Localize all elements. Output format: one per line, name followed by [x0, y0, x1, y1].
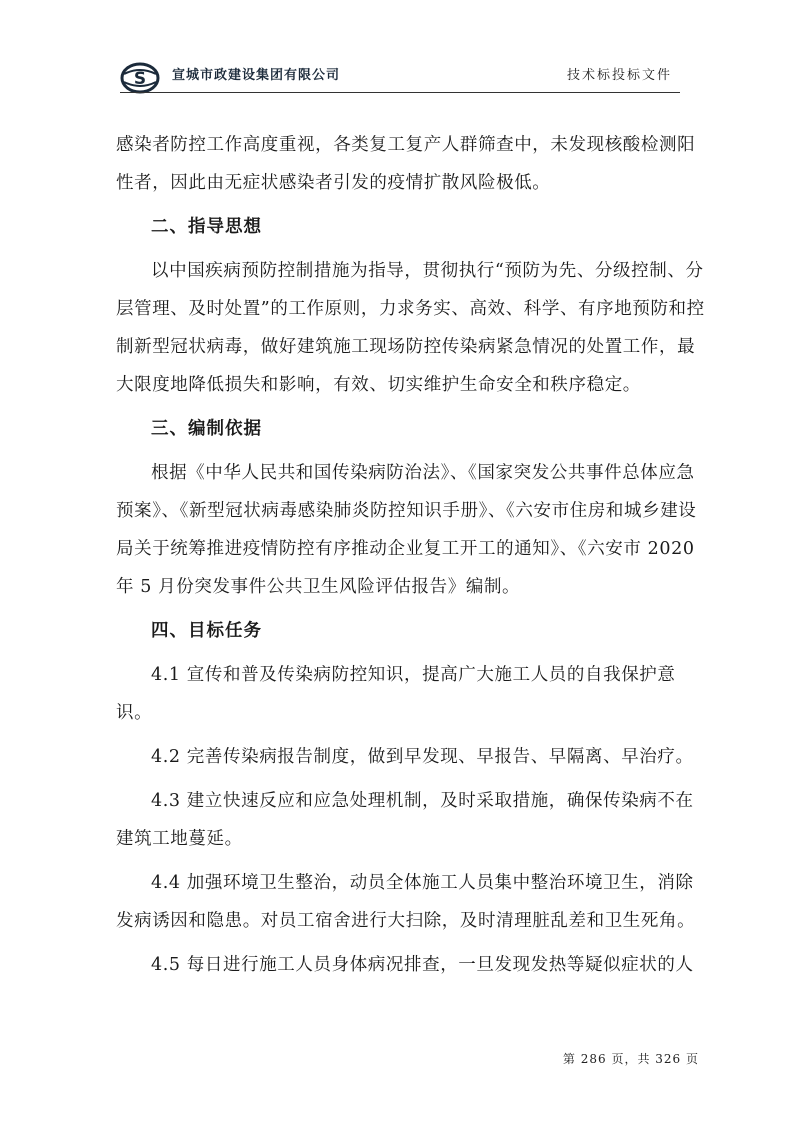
- paragraph-basis: 根据《中华人民共和国传染病防治法》、《国家突发公共事件总体应急预案》、《新型冠状病毒感染肺炎防控知识手册》、《六安市住房和城乡建设局关于统筹推进疫情防控有序推动企业复工开工的通知》、《六安市 2020 年 5 月份突发事件公共卫生风险评估报告》编制。: [116, 463, 697, 597]
- section-heading-basis: 三、编制依据: [151, 419, 262, 439]
- svg-text:S: S: [133, 69, 147, 89]
- section-heading-objectives: 四、目标任务: [151, 621, 262, 641]
- task-4-3: 4.3 建立快速反应和应急处理机制，及时采取措施，确保传染病不在建筑工地蔓延。: [116, 791, 694, 849]
- task-4-2: 4.2 完善传染病报告制度，做到早发现、早报告、早隔离、早治疗。: [151, 747, 694, 767]
- document-body: [116, 126, 706, 984]
- header-divider: [120, 92, 680, 93]
- document-type: 技术标投标文件: [566, 68, 672, 83]
- page-header: [120, 56, 680, 100]
- paragraph-continued: 感染者防控工作高度重视，各类复工复产人群筛查中，未发现核酸检测阳性者，因此由无症状感染者引发的疫情扩散风险极低。: [116, 135, 696, 193]
- task-4-4: 4.4 加强环境卫生整治，动员全体施工人员集中整治环境卫生，消除发病诱因和隐患。对员工宿舍进行大扫除，及时清理脏乱差和卫生死角。: [116, 873, 696, 931]
- company-logo-icon: [120, 62, 160, 94]
- task-4-1: 4.1 宣传和普及传染病防控知识，提高广大施工人员的自我保护意识。: [116, 665, 676, 723]
- section-heading-guiding-ideology: 二、指导思想: [151, 217, 262, 237]
- company-name: 宣城市政建设集团有限公司: [172, 68, 341, 83]
- task-4-5: 4.5 每日进行施工人员身体病况排查，一旦发现发热等疑似症状的人: [151, 955, 694, 975]
- paragraph-guiding-ideology: 以中国疾病预防控制措施为指导，贯彻执行“预防为先、分级控制、分层管理、及时处置”的工作原则，力求务实、高效、科学、有序地预防和控制新型冠状病毒，做好建筑施工现场防控传染病紧急情况的处置工作，最大限度地降低损失和影响，有效、切实维护生命安全和秩序稳定。: [116, 261, 705, 395]
- page-number: 第 286 页，共 326 页: [562, 1052, 699, 1066]
